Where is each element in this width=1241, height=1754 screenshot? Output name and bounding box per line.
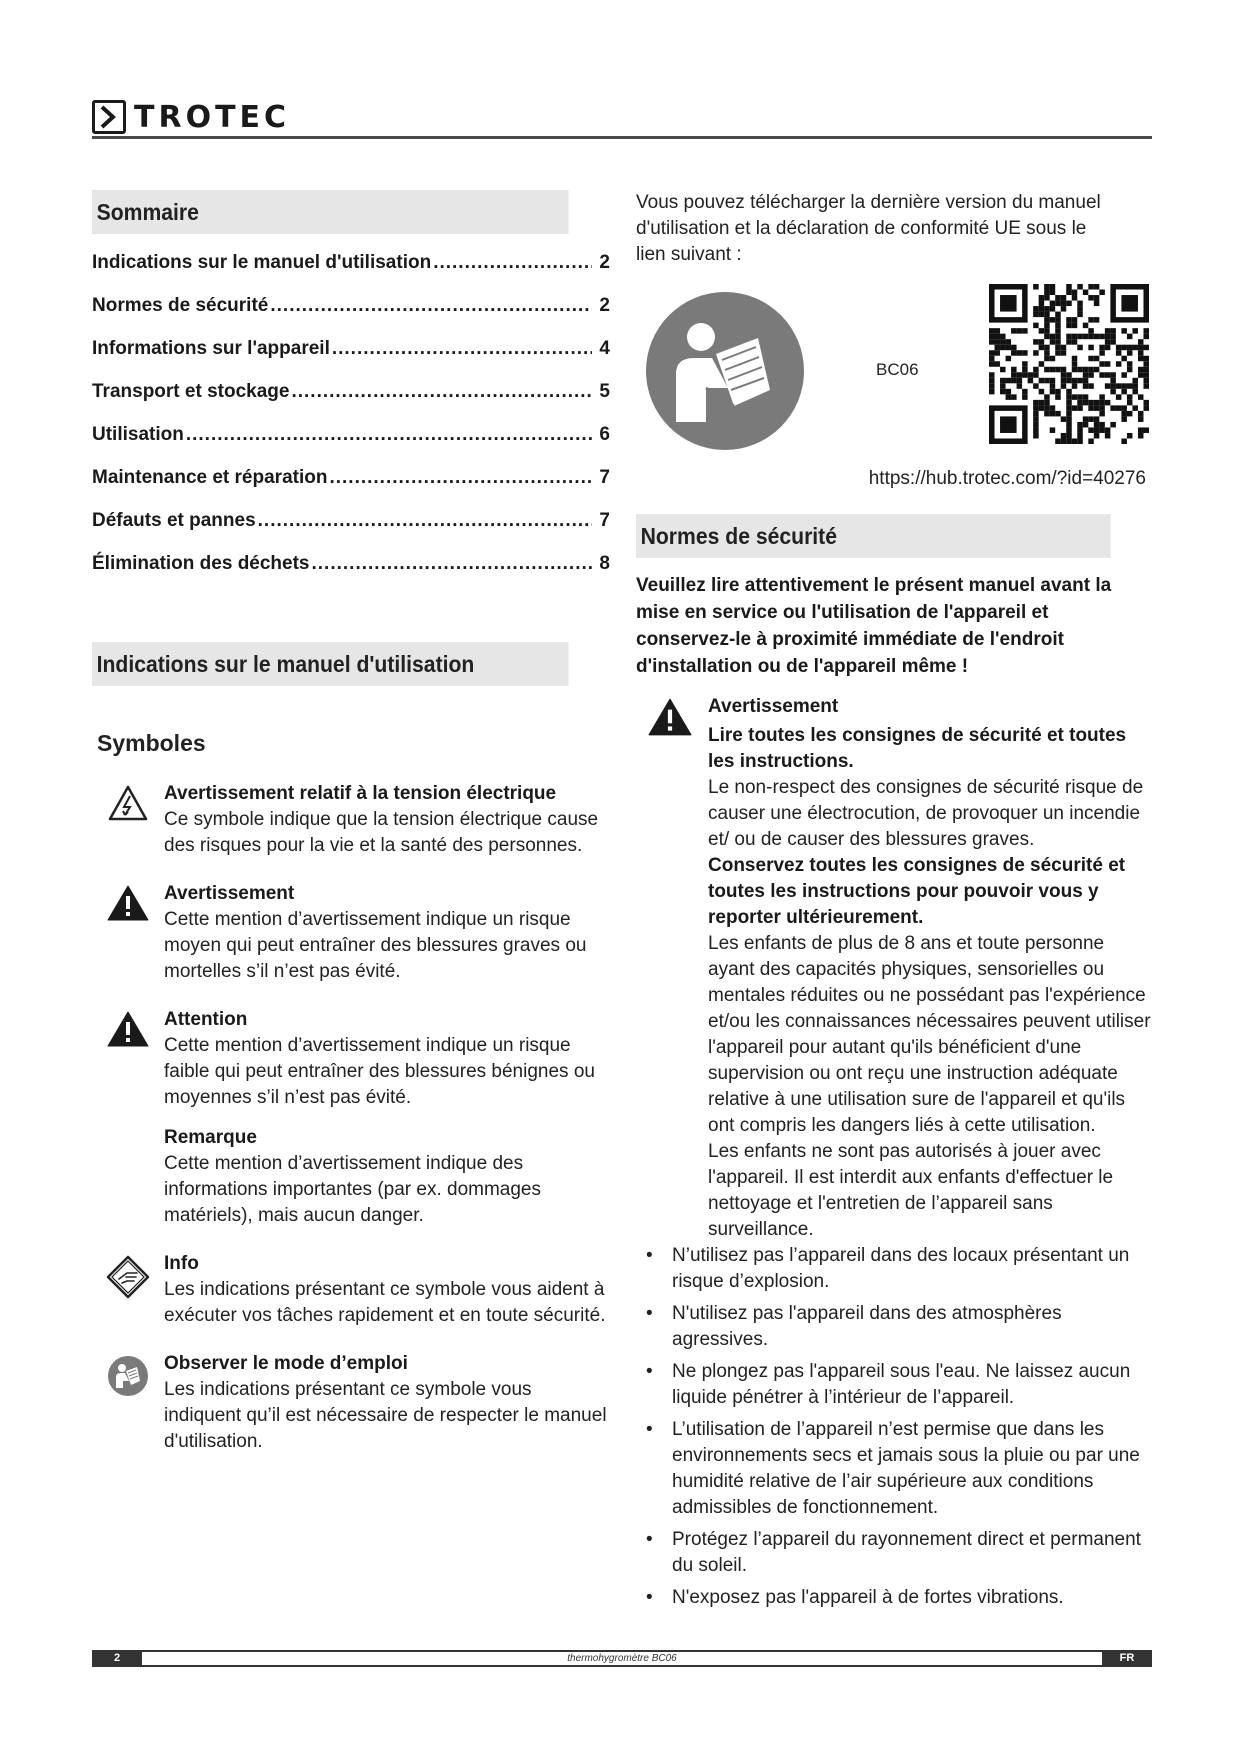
- list-item: • Ne plongez pas l'appareil sous l'eau. Ne laissez aucun liquide pénétrer à l’intérieur de l’appareil.: [636, 1359, 1152, 1411]
- toc-item-page: 5: [599, 381, 610, 402]
- toc-item-title: Élimination des déchets: [92, 553, 310, 574]
- symbol-description: Cette mention d’avertissement indique un risque moyen qui peut entraîner des blessures graves ou mortelles s’il n’est pas évité.: [164, 909, 587, 982]
- symbol-title: Observer le mode d’emploi: [164, 1353, 408, 1374]
- toc-leader-dots: [312, 553, 593, 575]
- toc-item-title: Informations sur l'appareil: [92, 338, 330, 359]
- read-manual-icon: [92, 1351, 164, 1455]
- download-intro: Vous pouvez télécharger la dernière version du manuel d'utilisation et la déclaration de conformité UE sous le lien suivant :: [636, 192, 1101, 265]
- list-item: • N'exposez pas l'appareil à de fortes vibrations.: [636, 1585, 1152, 1611]
- warning-triangle-icon: [636, 694, 708, 1243]
- toc-leader-dots: [270, 295, 592, 317]
- safety-bullet-list: [636, 1243, 1152, 1611]
- symbol-description: Les indications présentant ce symbole vous indiquent qu’il est nécessaire de respecter le manuel d'utilisation.: [164, 1379, 607, 1452]
- toc-item[interactable]: [92, 424, 610, 467]
- toc-item[interactable]: [92, 252, 610, 295]
- toc-leader-dots: [332, 338, 592, 360]
- caution-triangle-icon: [92, 1007, 164, 1111]
- toc-heading: Sommaire: [92, 190, 569, 234]
- symbol-description: Les indications présentant ce symbole vous aident à exécuter vos tâches rapidement et en toute sécurité.: [164, 1279, 606, 1326]
- toc-item-page: 2: [599, 252, 610, 273]
- symbol-description: Cette mention d’avertissement indique un risque faible qui peut entraîner des blessures bénignes ou moyennes s’il n’est pas évité.: [164, 1035, 595, 1108]
- toc-item-page: 4: [599, 338, 610, 359]
- toc-item-title: Maintenance et réparation: [92, 467, 328, 488]
- symbol-entry: [92, 1125, 610, 1229]
- toc-item-title: Utilisation: [92, 424, 184, 445]
- symbol-title: Avertissement: [164, 883, 295, 904]
- header-divider: [92, 136, 1152, 139]
- language-badge: FR: [1102, 1650, 1152, 1667]
- symbol-entry: [92, 1251, 610, 1329]
- symbol-entry: [92, 781, 610, 859]
- toc-leader-dots: [433, 252, 592, 274]
- electric-voltage-warning-icon: [92, 781, 164, 859]
- right-column: [636, 190, 1152, 1617]
- list-item: • L’utilisation de l’appareil n’est permise que dans les environnements secs et jamais sous la pluie ou par une humidité relative de l’air supérieure aux conditions admissibles de fonctionnement.: [636, 1417, 1152, 1521]
- toc-leader-dots: [329, 467, 592, 489]
- warning-text: Les enfants ne sont pas autorisés à jouer avec l'appareil. Il est interdit aux enfants d'effectuer le nettoyage et l'entretien de l’appareil sans surveillance.: [708, 1141, 1114, 1240]
- page-number: 2: [92, 1650, 142, 1667]
- toc-item-title: Normes de sécurité: [92, 295, 269, 316]
- symbol-entry: [92, 881, 610, 985]
- toc-item[interactable]: [92, 338, 610, 381]
- left-column: [92, 190, 610, 1455]
- toc-item-page: 8: [599, 553, 610, 574]
- qr-code[interactable]: [989, 284, 1149, 444]
- toc-item[interactable]: [92, 381, 610, 424]
- toc-leader-dots: [291, 381, 592, 403]
- info-hand-icon: [92, 1251, 164, 1329]
- brand-name: TROTEC: [134, 99, 291, 135]
- symbol-title: Info: [164, 1253, 199, 1274]
- toc-item-title: Défauts et pannes: [92, 510, 256, 531]
- warning-instruction: Conservez toutes les consignes de sécurité et toutes les instructions pour pouvoir vous y reporter ultérieurement.: [708, 855, 1126, 928]
- symbol-title: Attention: [164, 1009, 248, 1030]
- page-footer: [92, 1650, 1152, 1667]
- qr-label: BC06: [876, 360, 919, 379]
- symbol-entry: [92, 1007, 610, 1111]
- toc-item-title: Indications sur le manuel d'utilisation: [92, 252, 432, 273]
- toc-item[interactable]: [92, 553, 610, 596]
- symbol-title: Remarque: [164, 1127, 257, 1148]
- footer-title: thermohygromètre BC06: [567, 1653, 677, 1664]
- toc-item-page: 2: [599, 295, 610, 316]
- symbol-description: Cette mention d’avertissement indique des informations importantes (par ex. dommages matériels), mais aucun danger.: [164, 1153, 541, 1226]
- safety-warning-block: [636, 694, 1152, 1243]
- toc-leader-dots: [186, 424, 592, 446]
- symbol-title: Avertissement relatif à la tension électrique: [164, 783, 557, 804]
- download-link[interactable]: https://hub.trotec.com/?id=40276: [868, 468, 1146, 489]
- symbol-description: Ce symbole indique que la tension électrique cause des risques pour la vie et la santé des personnes.: [164, 809, 599, 856]
- trotec-logo: [92, 100, 290, 134]
- list-item: • N’utilisez pas l’appareil dans des locaux présentant un risque d’explosion.: [636, 1243, 1152, 1295]
- list-item: • Protégez l’appareil du rayonnement direct et permanent du soleil.: [636, 1527, 1152, 1579]
- toc-item[interactable]: [92, 467, 610, 510]
- toc-item-page: 7: [599, 510, 610, 531]
- toc-leader-dots: [258, 510, 592, 532]
- toc-item-page: 6: [599, 424, 610, 445]
- warning-text: Le non-respect des consignes de sécurité risque de causer une électrocution, de provoquer un incendie et/ ou de causer des blessures graves.: [708, 777, 1144, 850]
- toc-item[interactable]: [92, 510, 610, 553]
- warning-text: Les enfants de plus de 8 ans et toute personne ayant des capacités physiques, sensorielles ou mentales réduites ou ne possédant pas l'expérience et/ou les connaissances nécessaires peuvent utiliser l'appareil pour autant qu'ils bénéficient d'une supervision ou ont reçu une instruction adéquate relative à une utilisation sure de l'appareil et qu'ils ont compris les dangers liés à cette utilisation.: [708, 933, 1151, 1136]
- read-manual-icon: [646, 292, 804, 450]
- toc-item-title: Transport et stockage: [92, 381, 290, 402]
- symbols-heading: Symboles: [97, 730, 206, 756]
- safety-heading: Normes de sécurité: [636, 514, 1111, 558]
- table-of-contents: [92, 252, 610, 596]
- logo-chevron-icon: [92, 100, 126, 134]
- safety-intro: Veuillez lire attentivement le présent manuel avant la mise en service ou l'utilisation de l'appareil et conservez-le à proximité immédiate de l'endroit d'installation ou de l'appareil même !: [636, 575, 1112, 677]
- manual-section-heading: Indications sur le manuel d'utilisation: [92, 642, 569, 686]
- warning-instruction: Lire toutes les consignes de sécurité et toutes les instructions.: [708, 725, 1127, 772]
- toc-item-page: 7: [599, 467, 610, 488]
- toc-item[interactable]: [92, 295, 610, 338]
- warning-triangle-icon: [92, 881, 164, 985]
- warning-title: Avertissement: [708, 696, 839, 717]
- list-item: • N'utilisez pas l'appareil dans des atmosphères agressives.: [636, 1301, 1152, 1353]
- symbol-entry: [92, 1351, 610, 1455]
- download-block: [636, 282, 1152, 482]
